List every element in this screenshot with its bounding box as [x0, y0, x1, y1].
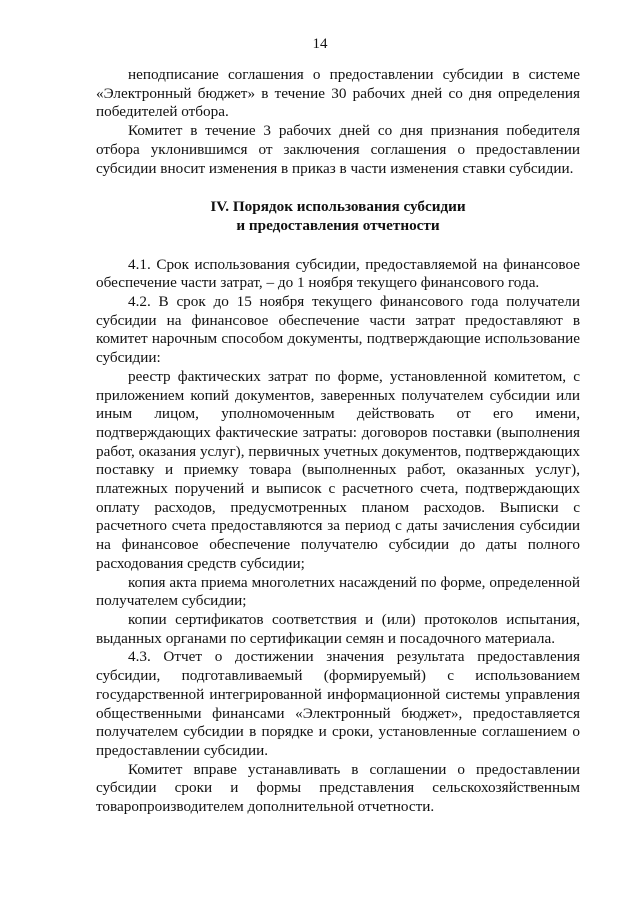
paragraph: 4.3. Отчет о достижении значения результата предоставления субсидии, подготавливаемый (формируемый) с использованием государственной интегрированной информационной системы управления общественными финансами «Электронный бюджет», предоставляется получателем субсидии в порядке и сроки, установленные соглашением о предоставлении субсидии.	[96, 648, 580, 759]
section-heading-line-2: и предоставления отчетности	[236, 216, 440, 234]
paragraph: копии сертификатов соответствия и (или) протоколов испытания, выданных органами по сертификации семян и посадочного материала.	[96, 610, 580, 647]
paragraph: копия акта приема многолетних насаждений по форме, определенной получателем субсидии;	[96, 573, 580, 610]
section-heading-line-1: IV. Порядок использования субсидии	[210, 198, 466, 216]
section-heading	[96, 198, 580, 235]
paragraph: Комитет вправе устанавливать в соглашении о предоставлении субсидии сроки и формы представления сельскохозяйственным товаропроизводителем дополнительной отчетности.	[96, 760, 580, 816]
document-body	[96, 66, 580, 817]
page-number: 14	[312, 36, 328, 52]
paragraph: 4.2. В срок до 15 ноября текущего финансового года получатели субсидии на финансовое обеспечение части затрат предоставляют в комитет нарочным способом документы, подтверждающие использование субсидии:	[96, 293, 580, 367]
paragraph: реестр фактических затрат по форме, установленной комитетом, с приложением копий документов, заверенных получателем субсидии или иным лицом, уполномоченным действовать от его имени, подтверждающих фактические затраты: договоров поставки (выполнения работ, оказания услуг), первичных учетных документов, подтверждающих поставку и приемку товара (выполненных работ, оказанных услуг), платежных поручений и выписок с расчетного счета, подтверждающих оплату расходов, предусмотренных планом расходов. Выписки с расчетного счета предоставляются за период с даты зачисления субсидии на финансовое обеспечение получателю субсидии до даты полного расходования средств субсидии;	[96, 367, 580, 572]
paragraph: 4.1. Срок использования субсидии, предоставляемой на финансовое обеспечение части затрат, – до 1 ноября текущего финансового года.	[96, 255, 580, 292]
paragraph: неподписание соглашения о предоставлении субсидии в системе «Электронный бюджет» в течение 30 рабочих дней со дня определения победителей отбора.	[96, 66, 580, 121]
paragraph: Комитет в течение 3 рабочих дней со дня признания победителя отбора уклонившимся от заключения соглашения о предоставлении субсидии вносит изменения в приказ в части изменения ставки субсидии.	[96, 122, 580, 177]
